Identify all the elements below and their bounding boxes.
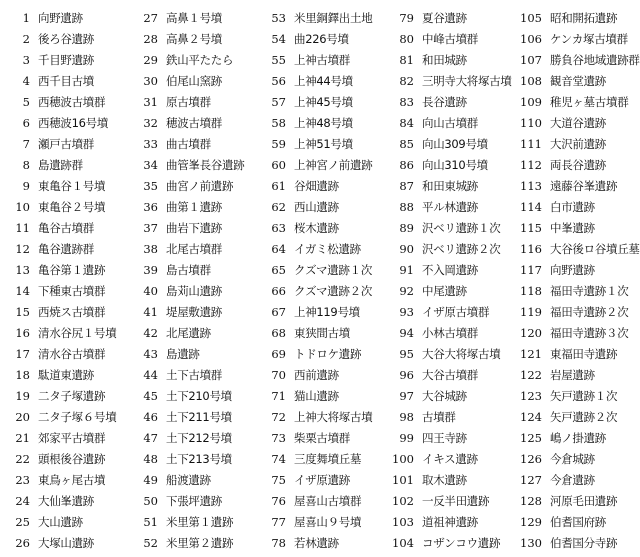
site-name: 土下古墳群 [166, 368, 222, 382]
site-number: 123 [520, 389, 542, 403]
site-number: 88 [399, 200, 414, 214]
site-name: 大谷大将塚古墳 [422, 347, 501, 361]
site-number: 82 [399, 74, 414, 88]
site-name: 瀬戸古墳群 [38, 137, 94, 151]
site-number: 24 [15, 494, 30, 508]
site-name: 土下210号墳 [166, 389, 232, 403]
site-name: 向山310号墳 [422, 158, 488, 172]
site-name: 平ル林遺跡 [422, 200, 478, 214]
site-name: 沢ベリ遺跡２次 [422, 242, 501, 256]
site-number: 78 [271, 536, 286, 550]
site-number: 108 [520, 74, 542, 88]
site-name: イガミ松遺跡 [294, 242, 361, 256]
site-number: 126 [520, 452, 542, 466]
site-number: 32 [143, 116, 158, 130]
site-name: 大沢前遺跡 [550, 137, 606, 151]
site-name: 亀谷第１遺跡 [38, 263, 106, 277]
site-name: 土下212号墳 [166, 431, 232, 445]
site-name: 清水谷古墳群 [38, 347, 106, 361]
site-number: 53 [271, 11, 286, 25]
site-name: 和田城跡 [422, 53, 467, 67]
site-number: 87 [399, 179, 414, 193]
site-name: 駄道東遺跡 [38, 368, 94, 382]
site-name: 東亀谷２号墳 [38, 200, 106, 214]
site-number: 97 [399, 389, 414, 403]
site-name: 観音堂遺跡 [550, 74, 606, 88]
site-column-5 [512, 8, 640, 553]
site-name: 高鼻２号墳 [166, 32, 222, 46]
site-name: イキス遺跡 [422, 452, 478, 466]
site-name: 北尾遺跡 [166, 326, 211, 340]
site-number: 46 [143, 410, 158, 424]
site-number: 50 [143, 494, 158, 508]
site-name: 大谷古墳群 [422, 368, 478, 382]
site-number: 109 [520, 95, 542, 109]
site-number: 99 [399, 431, 414, 445]
site-name: 三明寺大将塚古墳 [422, 74, 512, 88]
site-number: 130 [520, 536, 542, 550]
site-number: 18 [15, 368, 30, 382]
site-name: 稚児ヶ墓古墳群 [550, 95, 629, 109]
site-name: 船渡遺跡 [166, 473, 211, 487]
site-number: 14 [15, 284, 30, 298]
site-number: 113 [520, 179, 542, 193]
site-name: 島遺跡群 [38, 158, 83, 172]
site-number: 122 [520, 368, 542, 382]
site-name: 下種東古墳群 [38, 284, 106, 298]
site-number: 118 [520, 284, 542, 298]
site-name: 後ろ谷遺跡 [38, 32, 94, 46]
site-number: 63 [271, 221, 286, 235]
site-column-2 [128, 8, 256, 553]
site-number: 125 [520, 431, 542, 445]
site-number: 9 [22, 179, 30, 193]
site-name: 上神古墳群 [294, 53, 350, 67]
site-list-table [0, 8, 640, 553]
site-name: 曲宮ノ前遺跡 [166, 179, 234, 193]
site-name: 屋喜山古墳群 [294, 494, 362, 508]
site-name: 矢戸遺跡１次 [550, 389, 618, 403]
site-number: 77 [271, 515, 286, 529]
site-number: 124 [520, 410, 542, 424]
site-number: 69 [271, 347, 286, 361]
site-number: 2 [22, 32, 30, 46]
site-name: 矢戸遺跡２次 [550, 410, 618, 424]
site-number: 15 [15, 305, 30, 319]
site-column-4 [384, 8, 512, 553]
site-name: 若林遺跡 [294, 536, 339, 550]
site-number: 114 [520, 200, 542, 214]
site-number: 104 [392, 536, 414, 550]
site-number: 8 [22, 158, 30, 172]
site-name: 西千目古墳 [38, 74, 94, 88]
site-name: 中尾遺跡 [422, 284, 467, 298]
site-name: 島苅山遺跡 [166, 284, 222, 298]
site-name: 二タ子塚６号墳 [38, 410, 117, 424]
site-number: 6 [22, 116, 30, 130]
site-name: 島古墳群 [166, 263, 211, 277]
site-name: 土下213号墳 [166, 452, 232, 466]
site-number: 119 [520, 305, 542, 319]
site-name: 昭和開拓遺跡 [550, 11, 618, 25]
site-number: 103 [392, 515, 414, 529]
site-name: 嶋ノ掛遺跡 [550, 431, 606, 445]
site-number: 3 [22, 53, 30, 67]
site-number: 10 [15, 200, 30, 214]
site-name: 曲第１遺跡 [166, 200, 222, 214]
site-number: 75 [271, 473, 286, 487]
site-name: 長谷遺跡 [422, 95, 467, 109]
site-number: 105 [520, 11, 542, 25]
site-name: 福田寺遺跡１次 [550, 284, 629, 298]
site-name: 河原毛田遺跡 [550, 494, 618, 508]
site-name: 島遺跡 [166, 347, 200, 361]
site-column-1 [0, 8, 128, 553]
site-name: 屋喜山９号墳 [294, 515, 362, 529]
site-number: 81 [399, 53, 414, 67]
site-number: 85 [399, 137, 414, 151]
site-number: 116 [520, 242, 542, 256]
site-number: 60 [271, 158, 286, 172]
site-number: 52 [143, 536, 158, 550]
site-name: 西穂波16号墳 [38, 116, 109, 130]
site-number: 28 [143, 32, 158, 46]
site-name: 高鼻１号墳 [166, 11, 222, 25]
site-number: 95 [399, 347, 414, 361]
site-number: 91 [399, 263, 414, 277]
site-name: 二タ子塚遺跡 [38, 389, 106, 403]
site-name: 桜木遺跡 [294, 221, 339, 235]
site-name: 今倉遺跡 [550, 473, 595, 487]
site-name: 穂波古墳群 [166, 116, 222, 130]
site-name: 北尾古墳群 [166, 242, 222, 256]
site-number: 102 [392, 494, 414, 508]
site-name: 曲226号墳 [294, 32, 349, 46]
site-name: 大仙峯遺跡 [38, 494, 94, 508]
site-column-3 [256, 8, 384, 553]
site-number: 40 [143, 284, 158, 298]
site-number: 76 [271, 494, 286, 508]
site-number: 20 [15, 410, 30, 424]
site-number: 1 [22, 11, 30, 25]
site-name: 西前遺跡 [294, 368, 339, 382]
site-number: 45 [143, 389, 158, 403]
site-number: 30 [143, 74, 158, 88]
site-name: 四王寺跡 [422, 431, 467, 445]
site-number: 54 [271, 32, 286, 46]
site-number: 106 [520, 32, 542, 46]
site-number: 31 [143, 95, 158, 109]
site-name: 中峰古墳群 [422, 32, 478, 46]
site-number: 47 [143, 431, 158, 445]
site-number: 56 [271, 74, 286, 88]
site-name: 今倉城跡 [550, 452, 595, 466]
site-name: 福田寺遺跡３次 [550, 326, 629, 340]
site-number: 67 [271, 305, 286, 319]
site-name: 上神51号墳 [294, 137, 353, 151]
site-number: 21 [15, 431, 30, 445]
site-number: 16 [15, 326, 30, 340]
site-number: 25 [15, 515, 30, 529]
site-number: 79 [399, 11, 414, 25]
site-name: 向山309号墳 [422, 137, 488, 151]
site-name: 亀谷古墳群 [38, 221, 94, 235]
site-number: 13 [15, 263, 30, 277]
site-number: 38 [143, 242, 158, 256]
site-number: 26 [15, 536, 30, 550]
site-name: 東亀谷１号墳 [38, 179, 106, 193]
site-name: 上神119号墳 [294, 305, 360, 319]
site-number: 92 [399, 284, 414, 298]
site-number: 71 [271, 389, 286, 403]
site-number: 23 [15, 473, 30, 487]
site-number: 11 [15, 221, 30, 235]
site-name: 不入岡遺跡 [422, 263, 478, 277]
site-number: 37 [143, 221, 158, 235]
site-name: 沢ベリ遺跡１次 [422, 221, 501, 235]
site-name: トドロケ遺跡 [294, 347, 362, 361]
site-name: 柴栗古墳群 [294, 431, 350, 445]
site-name: 東狭間古墳 [294, 326, 350, 340]
site-name: 福田寺遺跡２次 [550, 305, 629, 319]
site-name: 原古墳群 [166, 95, 211, 109]
site-number: 43 [143, 347, 158, 361]
site-number: 7 [22, 137, 30, 151]
site-name: クズマ遺跡２次 [294, 284, 373, 298]
site-name: 白市遺跡 [550, 200, 595, 214]
site-name: 土下211号墳 [166, 410, 232, 424]
site-name: ケンカ塚古墳群 [550, 32, 628, 46]
site-name: 遠藤谷峯遺跡 [550, 179, 618, 193]
site-name: 夏谷遺跡 [422, 11, 467, 25]
site-name: 古墳群 [422, 410, 456, 424]
site-number: 55 [271, 53, 286, 67]
site-number: 51 [143, 515, 158, 529]
site-number: 89 [399, 221, 414, 235]
site-number: 57 [271, 95, 286, 109]
site-name: 大谷城跡 [422, 389, 467, 403]
site-number: 48 [143, 452, 158, 466]
site-name: 小林古墳群 [422, 326, 478, 340]
site-number: 27 [143, 11, 158, 25]
site-name: 大道谷遺跡 [550, 116, 606, 130]
site-name: 曲古墳群 [166, 137, 211, 151]
site-name: 大山遺跡 [38, 515, 83, 529]
site-name: 西焼ス古墳群 [38, 305, 106, 319]
site-number: 100 [392, 452, 414, 466]
site-name: 郊家平古墳群 [38, 431, 106, 445]
site-number: 107 [520, 53, 542, 67]
site-number: 101 [392, 473, 414, 487]
site-number: 96 [399, 368, 414, 382]
site-name: 上神大将塚古墳 [294, 410, 373, 424]
site-name: 勝負谷地域遺跡群 [550, 53, 640, 67]
site-name: 向野遺跡 [550, 263, 595, 277]
site-number: 93 [399, 305, 414, 319]
site-name: 西山遺跡 [294, 200, 339, 214]
site-name: 東福田寺遺跡 [550, 347, 618, 361]
site-name: 道祖神遺跡 [422, 515, 478, 529]
site-number: 111 [520, 137, 542, 151]
site-name: 岩屋遺跡 [550, 368, 595, 382]
site-name: 西穂波古墳群 [38, 95, 106, 109]
site-name: 向山古墳群 [422, 116, 478, 130]
site-name: 取木遺跡 [422, 473, 467, 487]
site-number: 33 [143, 137, 158, 151]
site-name: 伯耆国分寺跡 [550, 536, 618, 550]
site-name: 東鳥ヶ尾古墳 [38, 473, 106, 487]
site-name: 向野遺跡 [38, 11, 83, 25]
site-number: 80 [399, 32, 414, 46]
site-name: 上神宮ノ前遺跡 [294, 158, 373, 172]
site-name: 米里銅鐸出土地 [294, 11, 373, 25]
site-name: 三度舞墳丘墓 [294, 452, 362, 466]
site-name: クズマ遺跡１次 [294, 263, 373, 277]
site-number: 29 [143, 53, 158, 67]
site-number: 62 [271, 200, 286, 214]
site-name: 大塚山遺跡 [38, 536, 94, 550]
site-number: 59 [271, 137, 286, 151]
site-number: 83 [399, 95, 414, 109]
site-name: 米里第２遺跡 [166, 536, 234, 550]
site-name: 伯耆国府跡 [550, 515, 606, 529]
site-number: 36 [143, 200, 158, 214]
site-number: 5 [22, 95, 30, 109]
site-name: イザ原遺跡 [294, 473, 350, 487]
site-name: 米里第１遺跡 [166, 515, 234, 529]
site-number: 41 [143, 305, 158, 319]
site-number: 68 [271, 326, 286, 340]
site-name: 谷畑遺跡 [294, 179, 339, 193]
site-number: 98 [399, 410, 414, 424]
site-number: 61 [271, 179, 286, 193]
site-number: 84 [399, 116, 414, 130]
site-number: 128 [520, 494, 542, 508]
site-name: 千目野遺跡 [38, 53, 94, 67]
site-name: 鉄山平たたら [166, 53, 234, 67]
site-number: 72 [271, 410, 286, 424]
site-number: 49 [143, 473, 158, 487]
site-name: 上神48号墳 [294, 116, 353, 130]
site-name: 猫山遺跡 [294, 389, 339, 403]
site-name: 堤屋敷遺跡 [166, 305, 222, 319]
site-number: 121 [520, 347, 542, 361]
site-name: イザ原古墳群 [422, 305, 490, 319]
site-number: 35 [143, 179, 158, 193]
site-number: 90 [399, 242, 414, 256]
site-number: 73 [271, 431, 286, 445]
site-number: 22 [15, 452, 30, 466]
site-name: コザンコウ遺跡 [422, 536, 501, 550]
site-number: 117 [520, 263, 542, 277]
site-number: 65 [271, 263, 286, 277]
site-number: 64 [271, 242, 286, 256]
site-number: 94 [399, 326, 414, 340]
site-number: 42 [143, 326, 158, 340]
site-name: 上神45号墳 [294, 95, 353, 109]
site-number: 19 [15, 389, 30, 403]
site-name: 曲岩下遺跡 [166, 221, 222, 235]
site-name: 亀谷遺跡群 [38, 242, 94, 256]
site-name: 両長谷遺跡 [550, 158, 606, 172]
site-name: 大谷後ロ谷墳丘墓 [550, 242, 640, 256]
site-name: 曲管峯長谷遺跡 [166, 158, 245, 172]
site-name: 中峯遺跡 [550, 221, 595, 235]
site-number: 74 [271, 452, 286, 466]
site-name: 頭根後谷遺跡 [38, 452, 106, 466]
site-number: 34 [143, 158, 158, 172]
site-number: 86 [399, 158, 414, 172]
site-number: 12 [15, 242, 30, 256]
site-name: 清水谷尻１号墳 [38, 326, 117, 340]
site-number: 120 [520, 326, 542, 340]
site-name: 伯尾山窯跡 [166, 74, 222, 88]
site-name: 下張坪遺跡 [166, 494, 222, 508]
site-number: 112 [520, 158, 542, 172]
site-number: 115 [520, 221, 542, 235]
site-number: 129 [520, 515, 542, 529]
site-number: 58 [271, 116, 286, 130]
site-number: 66 [271, 284, 286, 298]
site-number: 70 [271, 368, 286, 382]
site-name: 和田東城跡 [422, 179, 478, 193]
site-name: 一反半田遺跡 [422, 494, 490, 508]
site-number: 39 [143, 263, 158, 277]
site-number: 110 [520, 116, 542, 130]
site-number: 44 [143, 368, 158, 382]
site-number: 4 [22, 74, 30, 88]
site-name: 上神44号墳 [294, 74, 353, 88]
site-number: 17 [15, 347, 30, 361]
site-number: 127 [520, 473, 542, 487]
